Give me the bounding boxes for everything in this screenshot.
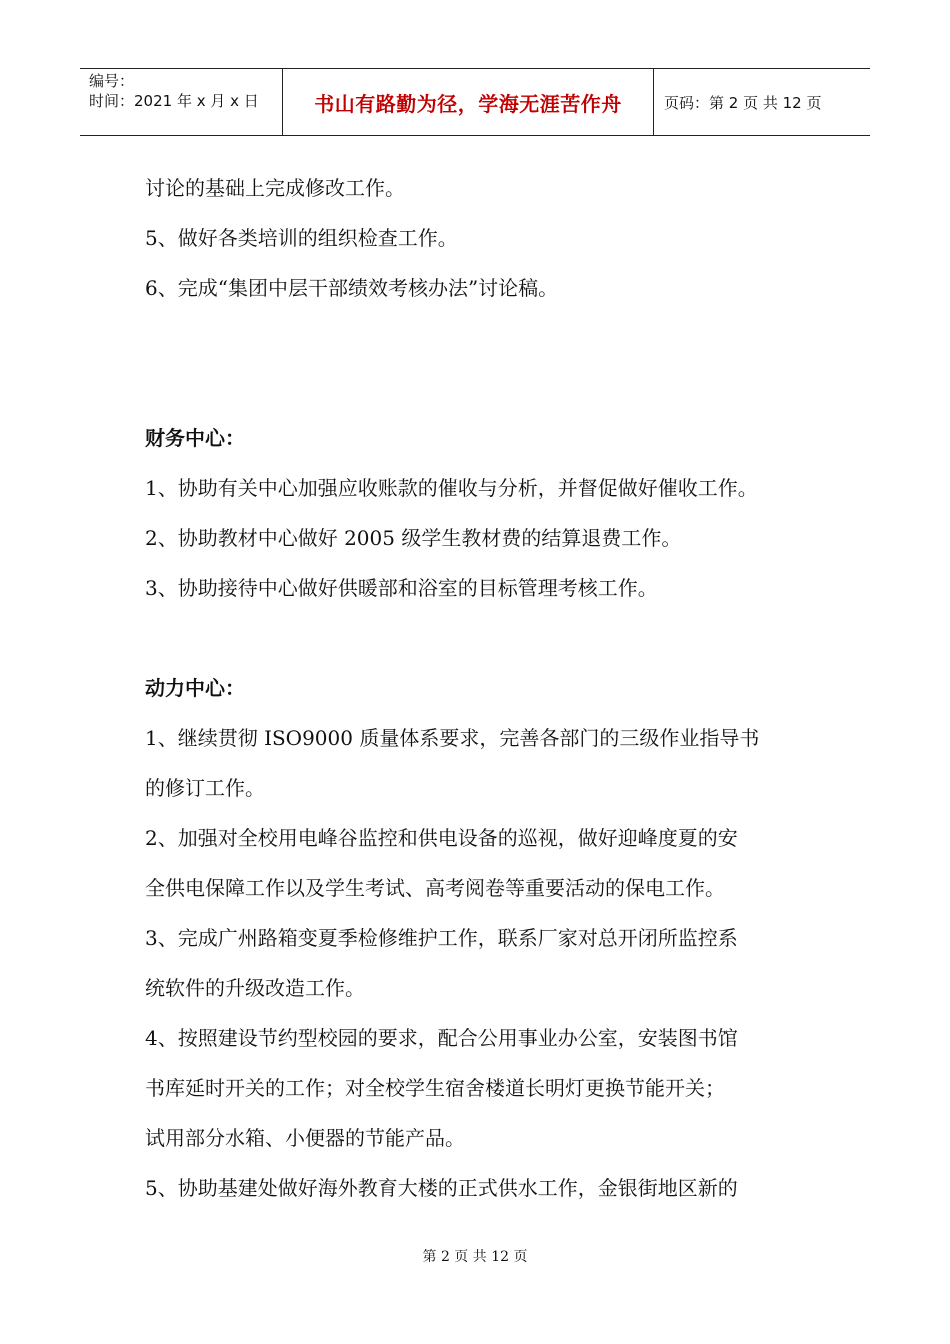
- finance-item-3: 3、协助接待中心做好供暖部和浴室的目标管理考核工作。: [145, 576, 658, 600]
- hr-item-5: 5、做好各类培训的组织检查工作。: [145, 226, 458, 250]
- continued-line: 讨论的基础上完成修改工作。: [145, 176, 405, 200]
- header-meta-cell: [80, 69, 283, 135]
- power-line-10: 5、协助基建处做好海外教育大楼的正式供水工作，金银街地区新的: [145, 1176, 738, 1200]
- number-label: 编号：: [89, 72, 135, 90]
- power-line-3: 2、加强对全校用电峰谷监控和供电设备的巡视，做好迎峰度夏的安: [145, 826, 738, 850]
- footer-page-number: 第 2 页 共 12 页: [422, 1249, 528, 1265]
- page-header: [80, 68, 870, 136]
- power-line-2: 的修订工作。: [145, 776, 265, 800]
- page-info: 页码：第 2 页 共 12 页: [664, 93, 822, 112]
- header-motto-cell: [283, 69, 654, 135]
- finance-item-1: 1、协助有关中心加强应收账款的催收与分析，并督促做好催收工作。: [145, 476, 758, 500]
- power-line-7: 4、按照建设节约型校园的要求，配合公用事业办公室，安装图书馆: [145, 1026, 738, 1050]
- section-spacer: [145, 613, 825, 663]
- hr-item-6: 6、完成“集团中层干部绩效考核办法”讨论稿。: [145, 276, 559, 300]
- power-line-6: 统软件的升级改造工作。: [145, 976, 365, 1000]
- motto-text: 书山有路勤为径，学海无涯苦作舟: [314, 91, 622, 116]
- power-line-1: 1、继续贯彻 ISO9000 质量体系要求，完善各部门的三级作业指导书: [145, 726, 760, 750]
- document-body: [145, 163, 825, 1213]
- page-footer: [0, 1246, 950, 1266]
- power-heading: 动力中心：: [145, 676, 245, 700]
- power-line-4: 全供电保障工作以及学生考试、高考阅卷等重要活动的保电工作。: [145, 876, 725, 900]
- finance-item-2: 2、协助教材中心做好 2005 级学生教材费的结算退费工作。: [145, 526, 682, 550]
- power-line-5: 3、完成广州路箱变夏季检修维护工作，联系厂家对总开闭所监控系: [145, 926, 738, 950]
- power-line-9: 试用部分水箱、小便器的节能产品。: [145, 1126, 465, 1150]
- time-label: 时间：2021 年 x 月 x 日: [89, 92, 259, 110]
- power-line-8: 书库延时开关的工作；对全校学生宿舍楼道长明灯更换节能开关；: [145, 1076, 725, 1100]
- section-spacer: [145, 313, 825, 413]
- header-page-cell: [654, 69, 870, 135]
- finance-heading: 财务中心：: [145, 426, 245, 450]
